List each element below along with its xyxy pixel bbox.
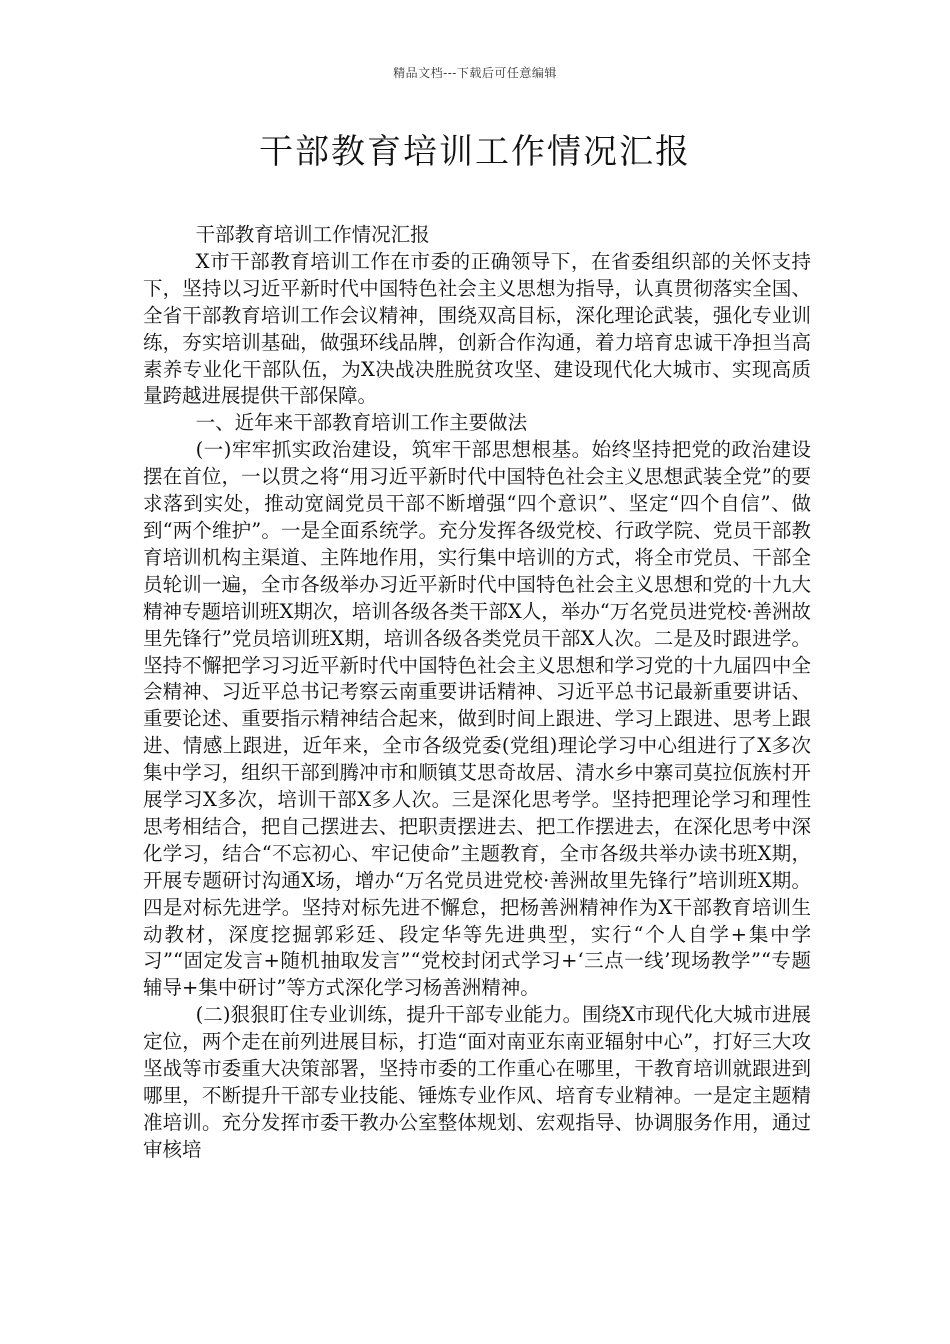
paragraph-professional-training: (二)狠狠盯住专业训练，提升干部专业能力。围绕X市现代化大城市进展定位，两个走在前列进展目标，打造“面对南亚东南亚辐射中心”，打好三大攻坚战等市委重大决策部署，坚持市委的工作重心在哪里，干教育培训就跟进到哪里，不断提升干部专业技能、锤炼专业作风、培育专业精神。一是定主题精准培训。充分发挥市委干教办公室整体规划、宏观指导、协调服务作用，通过审核培 xyxy=(143,1003,811,1161)
page-header-note: 精品文档---下载后可任意编辑 xyxy=(393,66,557,80)
paragraph-political-building: (一)牢牢抓实政治建设，筑牢干部思想根基。始终坚持把党的政治建设摆在首位，一以贯之将“用习近平新时代中国特色社会主义思想武装全党”的要求落到实处，推动宽阔党员干部不断增强“四个意识”、坚定“四个自信”、做到“两个维护”。一是全面系统学。充分发挥各级党校、行政学院、党员干部教育培训机构主渠道、主阵地作用，实行集中培训的方式，将全市党员、干部全员轮训一遍，全市各级举办习近平新时代中国特色社会主义思想和党的十九大精神专题培训班X期次，培训各级各类干部X人，举办“万名党员进党校·善洲故里先锋行”党员培训班X期，培训各级各类党员干部X人次。二是及时跟进学。坚持不懈把学习习近平新时代中国特色社会主义思想和学习党的十九届四中全会精神、习近平总书记考察云南重要讲话精神、习近平总书记最新重要讲话、重要论述、重要指示精神结合起来，做到时间上跟进、学习上跟进、思考上跟进、情感上跟进，近年来，全市各级党委(党组)理论学习中心组进行了X多次集中学习，组织干部到腾冲市和顺镇艾思奇故居、清水乡中寨司莫拉佤族村开展学习X多次，培训干部X多人次。三是深化思考学。坚持把理论学习和理性思考相结合，把自己摆进去、把职责摆进去、把工作摆进去，在深化思考中深化学习，结合“不忘初心、牢记使命”主题教育，全市各级共举办读书班X期，开展专题研讨沟通X场，增办“万名党员进党校·善洲故里先锋行”培训班X期。四是对标先进学。坚持对标先进不懈怠，把杨善洲精神作为X干部教育培训生动教材，深度挖掘郭彩廷、段定华等先进典型，实行“个人自学+集中学习”“固定发言+随机抽取发言”“党校封闭式学习+‘三点一线’现场教学”“专题辅导+集中研讨”等方式深化学习杨善洲精神。 xyxy=(143,438,811,1000)
section-heading-1: 一、近年来干部教育培训工作主要做法 xyxy=(195,411,528,435)
paragraph-intro: X市干部教育培训工作在市委的正确领导下，在省委组织部的关怀支持下，坚持以习近平新时代中国特色社会主义思想为指导，认真贯彻落实全国、全省干部教育培训工作会议精神，围绕双高目标，深化理论武装，强化专业训练，夯实培训基础，做强环线品牌，创新合作沟通，着力培育忠诚干净担当高素养专业化干部队伍，为X决战决胜脱贫攻坚、建设现代化大城市、实现高质量跨越进展提供干部保障。 xyxy=(143,249,811,408)
paragraph-subtitle: 干部教育培训工作情况汇报 xyxy=(195,223,430,246)
document-title: 干部教育培训工作情况汇报 xyxy=(259,132,691,172)
document-body xyxy=(143,222,811,1164)
